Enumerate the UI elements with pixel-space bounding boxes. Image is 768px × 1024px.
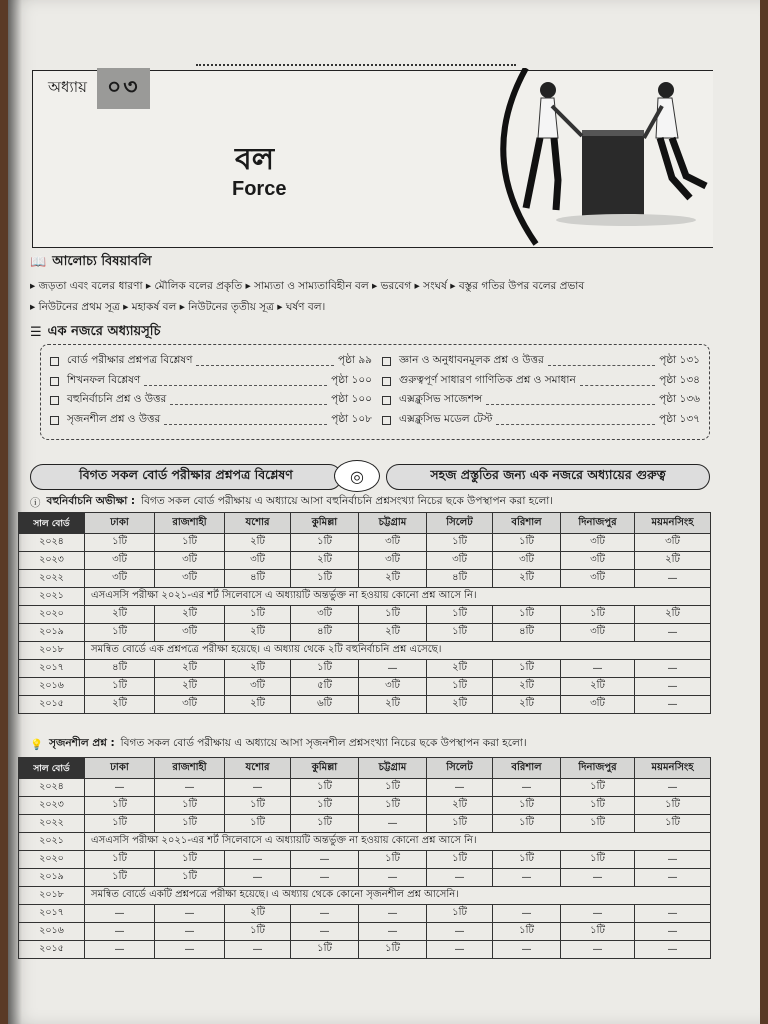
count-cell: ১টি: [561, 923, 635, 941]
chapter-subtitle: Force: [232, 178, 287, 200]
count-cell: —: [635, 678, 711, 696]
table-row: [19, 905, 711, 923]
topics-heading: 📖 আলোচ্য বিষয়াবলি: [30, 254, 152, 270]
board-header: যশোর: [225, 513, 291, 534]
count-cell: —: [155, 905, 225, 923]
count-cell: ৩টি: [155, 552, 225, 570]
count-cell: —: [427, 941, 493, 959]
count-cell: ৩টি: [291, 606, 359, 624]
topics-list: [30, 276, 720, 318]
toc-left-column: [50, 352, 372, 430]
count-cell: —: [85, 905, 155, 923]
count-cell: ১টি: [155, 797, 225, 815]
count-cell: ২টি: [427, 797, 493, 815]
count-cell: ১টি: [155, 534, 225, 552]
count-cell: ১টি: [85, 869, 155, 887]
count-cell: —: [635, 570, 711, 588]
toc-right-column: [382, 352, 700, 430]
count-cell: ১টি: [85, 624, 155, 642]
info-icon: ⓘ: [30, 497, 41, 509]
count-cell: ৩টি: [493, 552, 561, 570]
count-cell: ১টি: [291, 660, 359, 678]
count-cell: —: [225, 851, 291, 869]
count-cell: ২টি: [635, 606, 711, 624]
count-cell: ১টি: [291, 797, 359, 815]
target-icon: ◎: [334, 460, 380, 492]
chapter-label: অধ্যায়: [48, 77, 87, 96]
count-cell: ২টি: [155, 678, 225, 696]
year-cell: ২০১৫: [19, 941, 85, 959]
count-cell: ১টি: [291, 941, 359, 959]
count-cell: ২টি: [225, 534, 291, 552]
year-cell: ২০২১: [19, 588, 85, 606]
count-cell: —: [85, 941, 155, 959]
count-cell: ১টি: [427, 624, 493, 642]
cq-table: [18, 757, 711, 959]
toc-item[interactable]: সৃজনশীল প্রশ্ন ও উত্তর পৃষ্ঠা ১০৮: [50, 411, 372, 431]
board-header: সিলেট: [427, 758, 493, 779]
count-cell: —: [291, 869, 359, 887]
table-row: [19, 534, 711, 552]
year-cell: ২০১৬: [19, 923, 85, 941]
toc-item[interactable]: গুরুত্বপূর্ণ সাধারণ গাণিতিক প্রশ্ন ও সমাধান পৃষ্ঠা ১৩৪: [382, 372, 700, 392]
board-header: দিনাজপুর: [561, 758, 635, 779]
count-cell: ৩টি: [359, 678, 427, 696]
count-cell: ২টি: [561, 678, 635, 696]
count-cell: ৩টি: [561, 570, 635, 588]
count-cell: ২টি: [493, 696, 561, 714]
toc-item[interactable]: বহুনির্বাচনি প্রশ্ন ও উত্তর পৃষ্ঠা ১০০: [50, 391, 372, 411]
count-cell: ১টি: [493, 534, 561, 552]
count-cell: —: [493, 779, 561, 797]
year-board-header: সাল বোর্ড: [19, 513, 85, 534]
count-cell: ৩টি: [155, 570, 225, 588]
board-header: চট্টগ্রাম: [359, 758, 427, 779]
table-row: [19, 660, 711, 678]
count-cell: ১টি: [155, 851, 225, 869]
count-cell: ১টি: [85, 797, 155, 815]
chapter-tag: [38, 70, 150, 106]
count-cell: ৩টি: [635, 534, 711, 552]
note-cell: সমন্বিত বোর্ডে একটি প্রশ্নপত্রে পরীক্ষা হয়েছে। এ অধ্যায় থেকে কোনো সৃজনশীল প্রশ্ন আসেনি।: [85, 887, 711, 905]
count-cell: ১টি: [493, 851, 561, 869]
board-header: ময়মনসিংহ: [635, 758, 711, 779]
count-cell: ৪টি: [427, 570, 493, 588]
count-cell: ২টি: [155, 606, 225, 624]
count-cell: ১টি: [155, 869, 225, 887]
chapter-number: ০৩: [97, 68, 150, 109]
count-cell: —: [225, 941, 291, 959]
count-cell: —: [635, 941, 711, 959]
count-cell: ১টি: [291, 779, 359, 797]
count-cell: ২টি: [493, 678, 561, 696]
year-cell: ২০১৫: [19, 696, 85, 714]
note-cell: এসএসসি পরীক্ষা ২০২১-এর শর্ট সিলেবাসে এ অধ্যায়টি অন্তর্ভুক্ত না হওয়ায় কোনো প্রশ্ন আসে নি।: [85, 833, 711, 851]
count-cell: ১টি: [561, 606, 635, 624]
board-header: রাজশাহী: [155, 513, 225, 534]
table-row: [19, 606, 711, 624]
count-cell: ১টি: [225, 797, 291, 815]
board-header: বরিশাল: [493, 513, 561, 534]
year-cell: ২০১৯: [19, 624, 85, 642]
year-cell: ২০১৮: [19, 887, 85, 905]
count-cell: ১টি: [85, 851, 155, 869]
table-row: [19, 887, 711, 905]
count-cell: ৩টি: [359, 534, 427, 552]
table-row: [19, 678, 711, 696]
toc-item[interactable]: শিখনফল বিশ্লেষণ পৃষ্ঠা ১০০: [50, 372, 372, 392]
count-cell: ২টি: [225, 624, 291, 642]
count-cell: ৩টি: [155, 696, 225, 714]
table-row: [19, 941, 711, 959]
note-cell: সমন্বিত বোর্ডে এক প্রশ্নপত্রে পরীক্ষা হয়েছে। এ অধ্যায় থেকে ২টি বহুনির্বাচনি প্রশ্ন এসেছে।: [85, 642, 711, 660]
count-cell: ৪টি: [291, 624, 359, 642]
count-cell: —: [493, 941, 561, 959]
board-header: ঢাকা: [85, 758, 155, 779]
list-icon: ☰: [30, 325, 42, 340]
count-cell: —: [635, 905, 711, 923]
count-cell: ১টি: [291, 815, 359, 833]
count-cell: ১টি: [427, 815, 493, 833]
count-cell: ১টি: [359, 779, 427, 797]
count-cell: ২টি: [427, 660, 493, 678]
open-book-icon: 📖: [30, 255, 47, 270]
board-header: সিলেট: [427, 513, 493, 534]
count-cell: —: [427, 779, 493, 797]
count-cell: ১টি: [359, 797, 427, 815]
count-cell: ১টি: [359, 851, 427, 869]
count-cell: —: [359, 660, 427, 678]
count-cell: ১টি: [561, 851, 635, 869]
count-cell: ৩টি: [561, 696, 635, 714]
count-cell: ২টি: [225, 696, 291, 714]
year-cell: ২০১৬: [19, 678, 85, 696]
count-cell: ১টি: [427, 606, 493, 624]
count-cell: ১টি: [561, 815, 635, 833]
count-cell: —: [635, 869, 711, 887]
count-cell: ৪টি: [85, 660, 155, 678]
count-cell: ১টি: [561, 779, 635, 797]
count-cell: ১টি: [493, 660, 561, 678]
year-cell: ২০১৭: [19, 905, 85, 923]
year-cell: ২০২২: [19, 815, 85, 833]
year-cell: ২০১৭: [19, 660, 85, 678]
table-row: [19, 797, 711, 815]
count-cell: —: [225, 869, 291, 887]
year-cell: ২০২১: [19, 833, 85, 851]
count-cell: ৩টি: [561, 552, 635, 570]
year-cell: ২০২৪: [19, 534, 85, 552]
count-cell: ১টি: [427, 678, 493, 696]
year-cell: ২০২০: [19, 606, 85, 624]
count-cell: ৪টি: [225, 570, 291, 588]
count-cell: ২টি: [359, 624, 427, 642]
count-cell: ২টি: [359, 570, 427, 588]
count-cell: —: [561, 869, 635, 887]
count-cell: —: [427, 923, 493, 941]
count-cell: ১টি: [493, 923, 561, 941]
count-cell: ২টি: [225, 905, 291, 923]
count-cell: ৩টি: [359, 552, 427, 570]
toc-item[interactable]: এক্সক্লুসিভ মডেল টেস্ট পৃষ্ঠা ১৩৭: [382, 411, 700, 431]
board-header: কুমিল্লা: [291, 513, 359, 534]
count-cell: ১টি: [225, 923, 291, 941]
count-cell: ১টি: [427, 851, 493, 869]
count-cell: ১টি: [85, 534, 155, 552]
count-cell: ৩টি: [225, 552, 291, 570]
count-cell: ২টি: [85, 696, 155, 714]
mcq-table: [18, 512, 711, 714]
bulb-icon: 💡: [30, 739, 44, 751]
count-cell: ৩টি: [561, 534, 635, 552]
banner-right-title: সহজ প্রস্তুতির জন্য এক নজরে অধ্যায়ের গুরুত্ব: [386, 464, 710, 490]
count-cell: ১টি: [359, 941, 427, 959]
count-cell: —: [561, 941, 635, 959]
count-cell: ১টি: [225, 606, 291, 624]
year-cell: ২০১৮: [19, 642, 85, 660]
board-header: বরিশাল: [493, 758, 561, 779]
count-cell: ২টি: [291, 552, 359, 570]
year-cell: ২০২২: [19, 570, 85, 588]
count-cell: —: [155, 941, 225, 959]
count-cell: —: [493, 905, 561, 923]
note-cell: এসএসসি পরীক্ষা ২০২১-এর শর্ট সিলেবাসে এ অধ্যায়টি অন্তর্ভুক্ত না হওয়ায় কোনো প্রশ্ন আসে নি।: [85, 588, 711, 606]
count-cell: —: [493, 869, 561, 887]
count-cell: ২টি: [635, 552, 711, 570]
count-cell: ৪টি: [493, 624, 561, 642]
count-cell: ৫টি: [291, 678, 359, 696]
count-cell: —: [561, 905, 635, 923]
count-cell: ১টি: [493, 606, 561, 624]
count-cell: ৩টি: [155, 624, 225, 642]
count-cell: —: [359, 923, 427, 941]
count-cell: ২টি: [155, 660, 225, 678]
pushing-box-illustration: [486, 68, 712, 248]
count-cell: —: [291, 851, 359, 869]
count-cell: ১টি: [291, 534, 359, 552]
count-cell: —: [635, 624, 711, 642]
count-cell: —: [635, 696, 711, 714]
analysis-banner: [30, 460, 706, 490]
count-cell: ৩টি: [85, 552, 155, 570]
table-row: [19, 696, 711, 714]
count-cell: ২টি: [493, 570, 561, 588]
count-cell: —: [225, 779, 291, 797]
table-row: [19, 570, 711, 588]
count-cell: —: [359, 905, 427, 923]
chapter-title: বল: [235, 142, 275, 177]
table-row: [19, 624, 711, 642]
count-cell: —: [635, 779, 711, 797]
count-cell: —: [155, 779, 225, 797]
table-row: [19, 851, 711, 869]
table-row: [19, 642, 711, 660]
board-header: চট্টগ্রাম: [359, 513, 427, 534]
board-header: দিনাজপুর: [561, 513, 635, 534]
count-cell: ১টি: [493, 815, 561, 833]
topics-line-2: ▸ নিউটনের প্রথম সূত্র ▸ মহাকর্ষ বল ▸ নিউটনের তৃতীয় সূত্র ▸ ঘর্ষণ বল।: [30, 301, 326, 313]
table-row: [19, 588, 711, 606]
count-cell: ১টি: [85, 815, 155, 833]
toc-item[interactable]: এক্সক্লুসিভ সাজেশন্স পৃষ্ঠা ১৩৬: [382, 391, 700, 411]
count-cell: ১টি: [635, 797, 711, 815]
table-row: [19, 779, 711, 797]
toc-heading: ☰ এক নজরে অধ্যায়সূচি: [30, 324, 161, 340]
count-cell: ৩টি: [225, 678, 291, 696]
count-cell: —: [155, 923, 225, 941]
count-cell: ৩টি: [561, 624, 635, 642]
year-cell: ২০১৯: [19, 869, 85, 887]
count-cell: ১টি: [155, 815, 225, 833]
toc-item[interactable]: বোর্ড পরীক্ষার প্রশ্নপত্র বিশ্লেষণ পৃষ্ঠা ৯৯: [50, 352, 372, 372]
count-cell: ১টি: [427, 534, 493, 552]
cq-note: 💡 সৃজনশীল প্রশ্ন : বিগত সকল বোর্ড পরীক্ষায় এ অধ্যায়ে আসা সৃজনশীল প্রশ্নসংখ্যা নিচের ছকে উপস্থাপন করা হলো।: [30, 737, 527, 751]
board-header: ঢাকা: [85, 513, 155, 534]
year-cell: ২০২৩: [19, 552, 85, 570]
table-row: [19, 833, 711, 851]
count-cell: ১টি: [561, 797, 635, 815]
count-cell: —: [561, 660, 635, 678]
count-cell: —: [85, 923, 155, 941]
board-header: রাজশাহী: [155, 758, 225, 779]
board-header: যশোর: [225, 758, 291, 779]
count-cell: ১টি: [85, 678, 155, 696]
year-board-header: সাল বোর্ড: [19, 758, 85, 779]
table-row: [19, 923, 711, 941]
count-cell: —: [635, 660, 711, 678]
count-cell: —: [359, 815, 427, 833]
count-cell: —: [635, 923, 711, 941]
count-cell: —: [85, 779, 155, 797]
banner-left-title: বিগত সকল বোর্ড পরীক্ষার প্রশ্নপত্র বিশ্লেষণ: [30, 464, 342, 490]
count-cell: ২টি: [85, 606, 155, 624]
count-cell: ১টি: [493, 797, 561, 815]
count-cell: ২টি: [427, 696, 493, 714]
count-cell: ১টি: [359, 606, 427, 624]
year-cell: ২০২৪: [19, 779, 85, 797]
count-cell: ৩টি: [85, 570, 155, 588]
count-cell: ১টি: [291, 570, 359, 588]
header-dotted-line: [196, 64, 516, 66]
count-cell: —: [291, 923, 359, 941]
count-cell: ২টি: [225, 660, 291, 678]
count-cell: —: [291, 905, 359, 923]
topics-line-1: ▸ জড়তা এবং বলের ধারণা ▸ মৌলিক বলের প্রকৃতি ▸ সাম্যতা ও সাম্যতাবিহীন বল ▸ ভরবেগ ▸ সংঘর্ষ ▸ বস্তুর গতির উপর বলের প্রভাব: [30, 280, 585, 292]
mcq-note: ⓘ বহুনির্বাচনি অভীক্ষা : বিগত সকল বোর্ড পরীক্ষায় এ অধ্যায়ে আসা বহুনির্বাচনি প্রশ্নসংখ্যা নিচের ছকে উপস্থাপন করা হলো।: [30, 495, 554, 509]
count-cell: ১টি: [225, 815, 291, 833]
count-cell: ১টি: [427, 905, 493, 923]
table-row: [19, 869, 711, 887]
year-cell: ২০২৩: [19, 797, 85, 815]
table-row: [19, 815, 711, 833]
board-header: ময়মনসিংহ: [635, 513, 711, 534]
count-cell: —: [359, 869, 427, 887]
count-cell: ৬টি: [291, 696, 359, 714]
count-cell: ১টি: [635, 815, 711, 833]
count-cell: —: [635, 851, 711, 869]
toc-item[interactable]: জ্ঞান ও অনুধাবনমূলক প্রশ্ন ও উত্তর পৃষ্ঠা ১৩১: [382, 352, 700, 372]
count-cell: ৩টি: [427, 552, 493, 570]
table-row: [19, 552, 711, 570]
count-cell: ২টি: [359, 696, 427, 714]
count-cell: —: [427, 869, 493, 887]
year-cell: ২০২০: [19, 851, 85, 869]
board-header: কুমিল্লা: [291, 758, 359, 779]
